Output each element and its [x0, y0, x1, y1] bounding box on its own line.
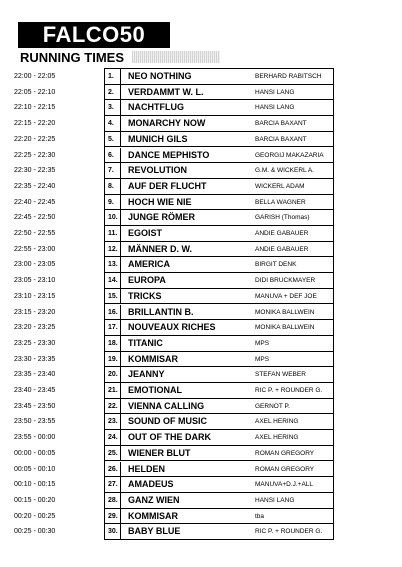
artist-name: HANSI LANG [255, 88, 295, 96]
song-title: AMERICA [128, 259, 170, 270]
time-slot: 22:20 - 22:25 [14, 135, 56, 143]
table-row [14, 399, 333, 415]
table-row [14, 100, 333, 116]
track-number: 27. [105, 477, 121, 492]
track-number: 5. [105, 132, 121, 147]
track-number: 24. [105, 430, 121, 445]
song-title: NACHTFLUG [128, 102, 184, 113]
song-title: JUNGE RÖMER [128, 212, 196, 223]
shaded-band [132, 51, 220, 63]
table-row [14, 226, 333, 242]
track-number: 29. [105, 509, 121, 524]
song-title: NEO NOTHING [128, 71, 192, 81]
artist-name: BARCIA BAXANT [255, 135, 307, 143]
time-slot: 23:30 - 23:35 [14, 355, 56, 363]
table-row [14, 116, 333, 132]
artist-name: WICKERL ADAM [255, 182, 305, 190]
song-title: MUNICH GILS [128, 133, 188, 144]
time-slot: 22:15 - 22:20 [14, 120, 56, 128]
artist-name: HANSI LANG [255, 496, 295, 504]
artist-name: AXEL HERING [255, 418, 299, 426]
time-slot: 22:25 - 22:30 [14, 151, 56, 159]
table-row [14, 273, 333, 289]
track-number: 25. [105, 446, 121, 461]
track-number: 16. [105, 305, 121, 320]
table-row [14, 242, 333, 258]
time-slot: 23:35 - 23:40 [14, 371, 56, 379]
track-number: 8. [105, 179, 121, 194]
artist-name: BELLA WAGNER [255, 198, 306, 206]
artist-name: GEORGIJ MAKAZARIA [255, 151, 324, 159]
table-row [14, 524, 333, 540]
song-title: TRICKS [128, 290, 162, 301]
track-number: 23. [105, 414, 121, 429]
artist-name: RIC P. + ROUNDER G. [255, 387, 323, 394]
table-row [14, 352, 333, 368]
song-title: GANZ WIEN [128, 494, 180, 505]
artist-name: MPS [255, 355, 270, 363]
track-number: 26. [105, 462, 121, 477]
song-title: MONARCHY NOW [128, 118, 206, 129]
table-row [14, 462, 333, 478]
table-row [14, 179, 333, 195]
time-slot: 23:25 - 23:30 [14, 339, 56, 347]
track-number: 9. [105, 195, 121, 210]
song-title: MÄNNER D. W. [128, 243, 192, 254]
table-row [14, 414, 333, 430]
table-row [14, 320, 333, 336]
time-slot: 22:50 - 22:55 [14, 230, 56, 237]
track-number: 14. [105, 273, 121, 288]
time-slot: 22:40 - 22:45 [14, 198, 56, 206]
table-row [14, 195, 333, 211]
time-slot: 23:00 - 23:05 [14, 261, 56, 269]
artist-name: DIDI BRUCKMAYER [255, 277, 316, 285]
artist-name: RIC P. + ROUNDER G. [255, 528, 323, 536]
track-number: 17. [105, 320, 121, 335]
time-slot: 22:10 - 22:15 [14, 104, 56, 112]
table-row [14, 477, 333, 493]
artist-name: GERNOT P. [255, 402, 290, 410]
track-number: 30. [105, 524, 121, 540]
time-slot: 00:10 - 00:15 [14, 481, 56, 489]
artist-name: AXEL HERING [255, 434, 299, 442]
time-slot: 22:05 - 22:10 [14, 88, 56, 96]
page-subtitle: RUNNING TIMES [20, 50, 124, 65]
song-title: EMOTIONAL [128, 385, 182, 395]
song-title: VERDAMMT W. L. [128, 86, 204, 97]
track-number: 1. [105, 69, 121, 84]
time-slot: 22:00 - 22:05 [14, 73, 56, 80]
time-slot: 22:35 - 22:40 [14, 182, 56, 190]
song-title: EGOIST [128, 228, 163, 238]
time-slot: 23:40 - 23:45 [14, 387, 56, 394]
table-row [14, 305, 333, 321]
track-number: 11. [105, 226, 121, 241]
song-title: AMADEUS [128, 479, 174, 490]
table-row [14, 383, 333, 399]
track-number: 18. [105, 336, 121, 351]
time-slot: 23:45 - 23:50 [14, 402, 56, 410]
time-slot: 00:00 - 00:05 [14, 449, 56, 457]
artist-name: BIRGIT DENK [255, 261, 297, 269]
table-row [14, 69, 333, 85]
time-slot: 23:20 - 23:25 [14, 324, 56, 332]
track-number: 21. [105, 383, 121, 398]
artist-name: MANUVA + DEF JOE [255, 292, 317, 300]
track-number: 7. [105, 163, 121, 178]
song-title: WIENER BLUT [128, 447, 191, 458]
track-number: 22. [105, 399, 121, 414]
song-title: BRILLANTIN B. [128, 306, 194, 317]
time-slot: 23:50 - 23:55 [14, 418, 56, 426]
time-slot: 00:20 - 00:25 [14, 512, 56, 520]
track-number: 2. [105, 85, 121, 100]
time-slot: 22:45 - 22:50 [14, 214, 56, 222]
table-row [14, 148, 333, 164]
table-row [14, 430, 333, 446]
artist-name: BARCIA BAXANT [255, 120, 307, 128]
track-number: 15. [105, 289, 121, 304]
time-slot: 00:15 - 00:20 [14, 496, 56, 504]
track-number: 4. [105, 116, 121, 131]
song-title: EUROPA [128, 275, 166, 286]
table-row [14, 509, 333, 525]
time-slot: 23:15 - 23:20 [14, 308, 56, 316]
time-slot: 00:05 - 00:10 [14, 465, 56, 473]
artist-name: BERHARD RABITSCH [255, 73, 322, 80]
table-row [14, 257, 333, 273]
track-number: 12. [105, 242, 121, 257]
time-slot: 00:25 - 00:30 [14, 528, 56, 536]
artist-name: ROMAN GREGORY [255, 465, 315, 473]
artist-name: GARISH (Thomas) [255, 214, 310, 222]
artist-name: HANSI LANG [255, 104, 295, 112]
song-title: SOUND OF MUSIC [128, 416, 208, 427]
artist-name: ANDIE GABAUER [255, 230, 309, 237]
song-title: KOMMISAR [128, 510, 178, 521]
song-title: HOCH WIE NIE [128, 196, 192, 207]
track-number: 13. [105, 257, 121, 272]
artist-name: ANDIE GABAUER [255, 245, 309, 253]
table-row [14, 163, 333, 179]
track-number: 6. [105, 148, 121, 163]
time-slot: 23:10 - 23:15 [14, 292, 56, 300]
table-row [14, 85, 333, 101]
song-title: BABY BLUE [128, 526, 181, 537]
song-title: REVOLUTION [128, 165, 188, 176]
artist-name: ROMAN GREGORY [255, 449, 315, 457]
table-row [14, 336, 333, 352]
artist-name: G.M. & WICKERL A. [255, 167, 314, 175]
track-number: 20. [105, 367, 121, 382]
table-row [14, 210, 333, 226]
table-row [14, 132, 333, 148]
song-title: KOMMISAR [128, 353, 178, 364]
artist-name: MPS [255, 339, 270, 347]
schedule-table [14, 68, 334, 540]
song-title: OUT OF THE DARK [128, 432, 211, 443]
time-slot: 23:55 - 00:00 [14, 434, 56, 442]
song-title: VIENNA CALLING [128, 400, 205, 411]
song-title: DANCE MEPHISTO [128, 149, 210, 160]
time-slot: 23:05 - 23:10 [14, 277, 56, 285]
table-row [14, 446, 333, 462]
time-slot: 22:55 - 23:00 [14, 245, 56, 253]
artist-name: MONIKA BALLWEIN [255, 324, 315, 332]
song-title: AUF DER FLUCHT [128, 180, 207, 191]
artist-name: MONIKA BALLWEIN [255, 308, 315, 316]
table-row [14, 493, 333, 509]
song-title: TITANIC [128, 337, 163, 348]
artist-name: STEFAN WEBER [255, 371, 306, 379]
track-number: 3. [105, 100, 121, 115]
track-number: 19. [105, 352, 121, 367]
artist-name: MANUVA+D.J.+ALL [255, 481, 314, 489]
song-title: NOUVEAUX RICHES [128, 322, 216, 333]
track-number: 10. [105, 210, 121, 225]
table-row [14, 367, 333, 383]
track-number: 28. [105, 493, 121, 508]
artist-name: tba [255, 512, 265, 520]
page-title: FALCO50 [18, 22, 170, 48]
song-title: HELDEN [128, 463, 166, 474]
song-title: JEANNY [128, 369, 165, 380]
table-row [14, 289, 333, 305]
time-slot: 22:30 - 22:35 [14, 167, 56, 175]
